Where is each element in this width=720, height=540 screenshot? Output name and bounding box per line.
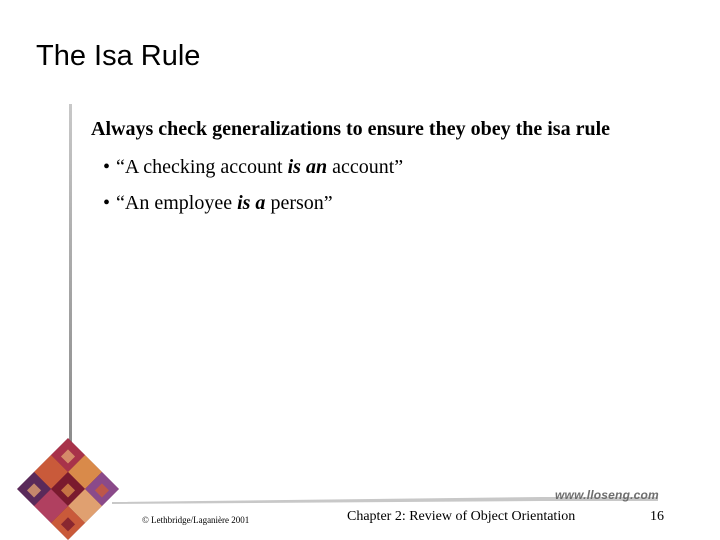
bullet-text-after: person”: [265, 192, 333, 214]
slide-title: The Isa Rule: [36, 40, 201, 72]
bullet-icon: •: [103, 192, 111, 214]
bullet-item: [103, 185, 691, 221]
bullet-list: [91, 149, 691, 221]
lead-text: Always check generalizations to ensure they obey the isa rule: [91, 118, 611, 140]
slide-body: [91, 116, 691, 221]
bullet-emphasis: is a: [237, 192, 266, 214]
bullet-icon: •: [103, 156, 111, 178]
decorative-mosaic-logo: [8, 438, 128, 540]
bullet-text-before: “An employee: [116, 192, 238, 214]
brand-url: www.lloseng.com: [555, 488, 659, 502]
bullet-text-after: account”: [327, 156, 404, 178]
bullet-text-before: “A checking account: [116, 156, 288, 178]
copyright-text: © Lethbridge/Laganière 2001: [142, 515, 250, 525]
page-number: 16: [650, 509, 664, 524]
bullet-emphasis: is an: [287, 156, 328, 178]
bullet-item: [103, 149, 691, 185]
vertical-divider: [69, 104, 72, 476]
chapter-title: Chapter 2: Review of Object Orientation: [347, 509, 576, 524]
